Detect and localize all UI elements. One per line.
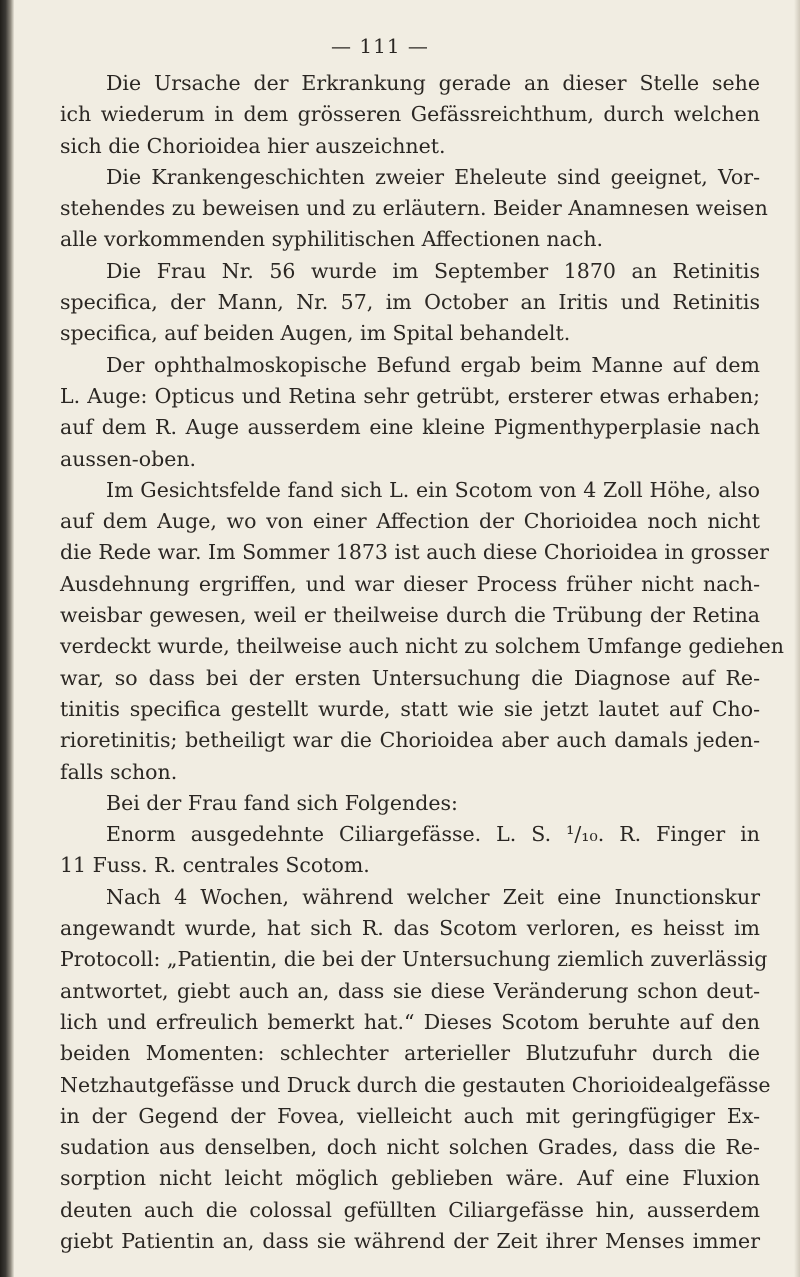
text-line: sudation aus denselben, doch nicht solchen Grades, dass die Re- (60, 1135, 760, 1160)
text-line: specifica, auf beiden Augen, im Spital behandelt. (60, 321, 571, 346)
text-line: aussen-oben. (60, 446, 197, 471)
text-line: auf dem Auge, wo von einer Affection der Chorioidea noch nicht (60, 509, 760, 534)
text-line: Der ophthalmoskopische Befund ergab beim Manne auf dem (106, 352, 760, 377)
text-line: Ausdehnung ergriffen, und war dieser Process früher nicht nach- (60, 571, 760, 596)
text-line: verdeckt wurde, theilweise auch nicht zu solchem Umfange gediehen (60, 634, 784, 659)
text-line: Im Gesichtsfelde fand sich L. ein Scotom von 4 Zoll Höhe, also (106, 477, 760, 502)
text-line: specifica, der Mann, Nr. 57, im October an Iritis und Retinitis (60, 290, 760, 315)
text-line: Die Ursache der Erkrankung gerade an dieser Stelle sehe (106, 71, 760, 95)
text-line: antwortet, giebt auch an, dass sie diese Veränderung schon deut- (60, 978, 760, 1003)
book-binding-shadow (0, 0, 14, 1277)
text-line: in der Gegend der Fovea, vielleicht auch mit geringfügiger Ex- (60, 1103, 760, 1128)
text-line: falls schon. (60, 759, 178, 784)
text-line: Die Krankengeschichten zweier Eheleute sind geeignet, Vor- (106, 164, 760, 189)
text-line: weisbar gewesen, weil er theilweise durch die Trübung der Retina (60, 603, 760, 628)
text-line: Enorm ausgedehnte Ciliargefässe. L. S. ¹/₁₀. R. Finger in (106, 822, 760, 847)
text-line: L. Auge: Opticus und Retina sehr getrübt, ersterer etwas erhaben; (60, 383, 760, 408)
text-line: Bei der Frau fand sich Folgendes: (106, 790, 458, 815)
text-line: angewandt wurde, hat sich R. das Scotom verloren, es heisst im (60, 916, 760, 941)
body-text (60, 68, 784, 1257)
text-line: sich die Chorioidea hier auszeichnet. (60, 133, 446, 158)
page-edge (794, 0, 800, 1277)
text-line: die Rede war. Im Sommer 1873 ist auch diese Chorioidea in grosser (60, 540, 769, 565)
text-line: Protocoll: „Patientin, die bei der Untersuchung ziemlich zuverlässig (60, 947, 768, 972)
text-line: ich wiederum in dem grösseren Gefässreichthum, durch welchen (60, 102, 760, 127)
text-line: Netzhautgefässe und Druck durch die gestauten Chorioidealgefässe (60, 1072, 771, 1097)
text-line: Nach 4 Wochen, während welcher Zeit eine Inunctionskur (106, 884, 760, 909)
text-line: sorption nicht leicht möglich geblieben wäre. Auf eine Fluxion (60, 1166, 760, 1191)
text-line: rioretinitis; betheiligt war die Chorioidea aber auch damals jeden- (60, 728, 760, 753)
text-line: war, so dass bei der ersten Untersuchung die Diagnose auf Re- (60, 665, 760, 690)
text-line: giebt Patientin an, dass sie während der Zeit ihrer Menses immer (60, 1228, 760, 1253)
text-line: auf dem R. Auge ausserdem eine kleine Pigmenthyperplasie nach (60, 415, 760, 440)
text-line: 11 Fuss. R. centrales Scotom. (60, 853, 370, 878)
text-line: alle vorkommenden syphilitischen Affectionen nach. (60, 227, 604, 252)
text-line: stehendes zu beweisen und zu erläutern. Beider Anamnesen weisen (60, 196, 768, 221)
text-line: tinitis specifica gestellt wurde, statt wie sie jetzt lautet auf Cho- (60, 696, 760, 721)
text-line: Die Frau Nr. 56 wurde im September 1870 an Retinitis (106, 258, 760, 283)
page-number: — 111 — (331, 34, 429, 58)
text-line: beiden Momenten: schlechter arterieller Blutzufuhr durch die (60, 1041, 760, 1066)
text-line: deuten auch die colossal gefüllten Ciliargefässe hin, ausserdem (60, 1197, 760, 1222)
text-line: lich und erfreulich bemerkt hat.“ Dieses Scotom beruhte auf den (60, 1009, 760, 1034)
